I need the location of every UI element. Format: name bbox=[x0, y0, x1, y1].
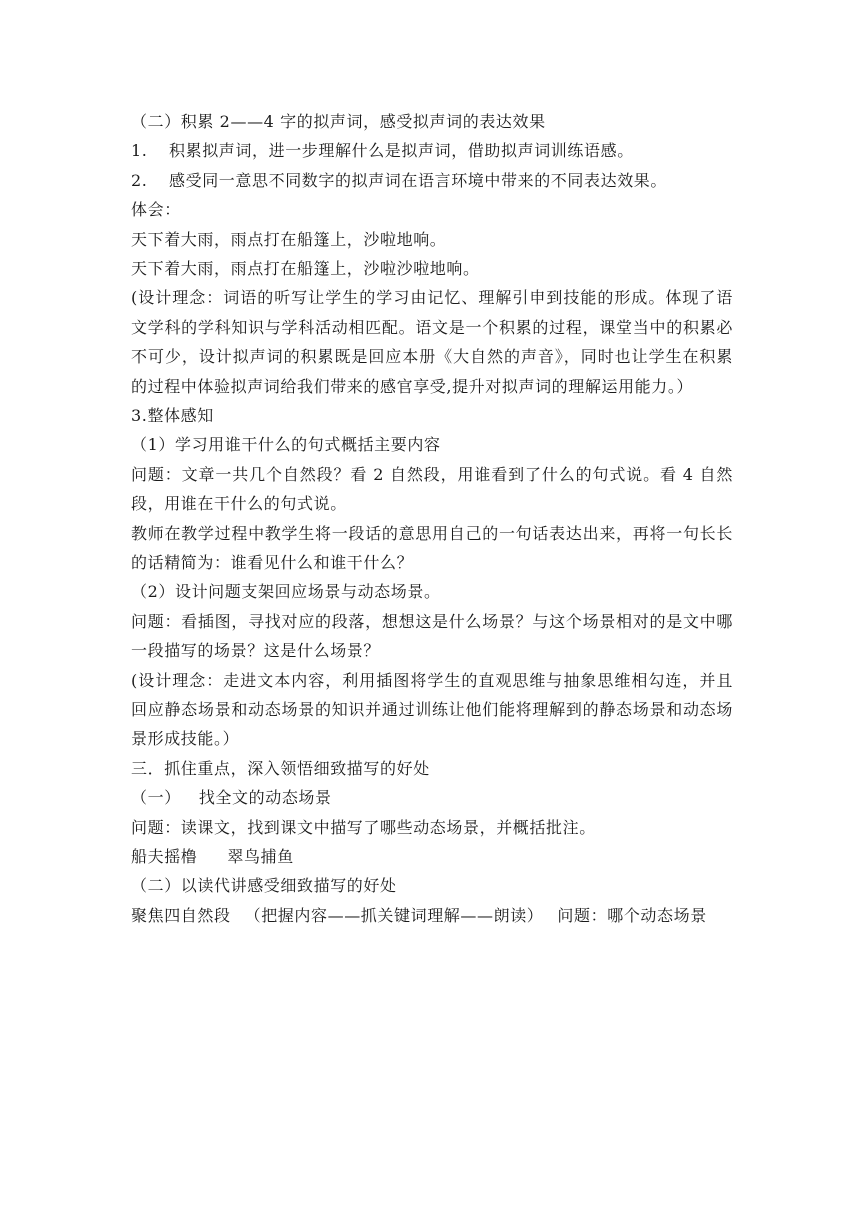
item-text: 积累拟声词，进一步理解什么是拟声词，借助拟声词训练语感。 bbox=[169, 141, 634, 161]
focus-steps: （把握内容——抓关键词理解——朗读） bbox=[244, 905, 544, 925]
document-body bbox=[131, 107, 733, 930]
focus-question: 问题：哪个动态场景 bbox=[557, 905, 707, 925]
focus-paragraph-four bbox=[131, 901, 733, 930]
section-heading-key-points: 三．抓住重点，深入领悟细致描写的好处 bbox=[131, 758, 430, 778]
subheading-summary-pattern: （1）学习用谁干什么的句式概括主要内容 bbox=[131, 435, 441, 455]
subheading-read-instead-of-explain: （二）以读代讲感受细致描写的好处 bbox=[131, 876, 397, 896]
subheading-find-dynamic-scenes bbox=[131, 783, 733, 812]
design-concept-paragraph-1: (设计理念：词语的听写让学生的学习由记忆、理解引申到技能的形成。体现了语文学科的学科知识与学科活动相匹配。语文是一个积累的过程，课堂当中的积累必不可少，设计拟声词的积累既是回应本册《大自然的声音》，同时也让学生在积累的过程中体验拟声词给我们带来的感官享受,提升对拟声词的理解运用能力。） bbox=[131, 288, 733, 396]
question-paragraph-1: 问题：文章一共几个自然段？看 2 自然段，用谁看到了什么的句式说。看 4 自然段，用谁在干什么的句式说。 bbox=[131, 464, 733, 514]
subheading-text: 找全文的动态场景 bbox=[198, 788, 332, 808]
section-heading-overall: 3.整体感知 bbox=[131, 405, 214, 425]
numbered-item-2 bbox=[131, 166, 733, 195]
subheading-number: （一） bbox=[131, 788, 181, 808]
question-line-3: 问题：读课文，找到课文中描写了哪些动态场景，并概括批注。 bbox=[131, 817, 596, 837]
scene-2: 翠鸟捕鱼 bbox=[227, 846, 294, 866]
dynamic-scenes-list bbox=[131, 842, 733, 871]
focus-label: 聚焦四自然段 bbox=[131, 905, 231, 925]
question-paragraph-2: 问题：看插图，寻找对应的段落，想想这是什么场景？与这个场景相对的是文中哪一段描写的场景？这是什么场景？ bbox=[131, 611, 733, 661]
scene-1: 船夫摇橹 bbox=[131, 846, 198, 866]
subheading-question-scaffold: （2）设计问题支架回应场景与动态场景。 bbox=[131, 582, 441, 602]
item-number: 2. bbox=[131, 170, 148, 190]
example-sentence-1: 天下着大雨，雨点打在船篷上，沙啦地响。 bbox=[131, 229, 447, 249]
numbered-item-1 bbox=[131, 136, 733, 165]
example-sentence-2: 天下着大雨，雨点打在船篷上，沙啦沙啦地响。 bbox=[131, 258, 480, 278]
item-text: 感受同一意思不同数字的拟声词在语言环境中带来的不同表达效果。 bbox=[169, 170, 668, 190]
teacher-paragraph: 教师在教学过程中教学生将一段话的意思用自己的一句话表达出来，再将一句长长的话精简为：谁看见什么和谁干什么？ bbox=[131, 523, 733, 572]
design-concept-paragraph-2: (设计理念：走进文本内容，利用插图将学生的直观思维与抽象思维相勾连，并且回应静态场景和动态场景的知识并通过训练让他们能将理解到的静态场景和动态场景形成技能。） bbox=[131, 670, 733, 749]
item-number: 1. bbox=[131, 141, 148, 161]
section-heading-accumulate: （二）积累 2——4 字的拟声词，感受拟声词的表达效果 bbox=[131, 112, 546, 131]
experience-label: 体会： bbox=[131, 200, 181, 220]
